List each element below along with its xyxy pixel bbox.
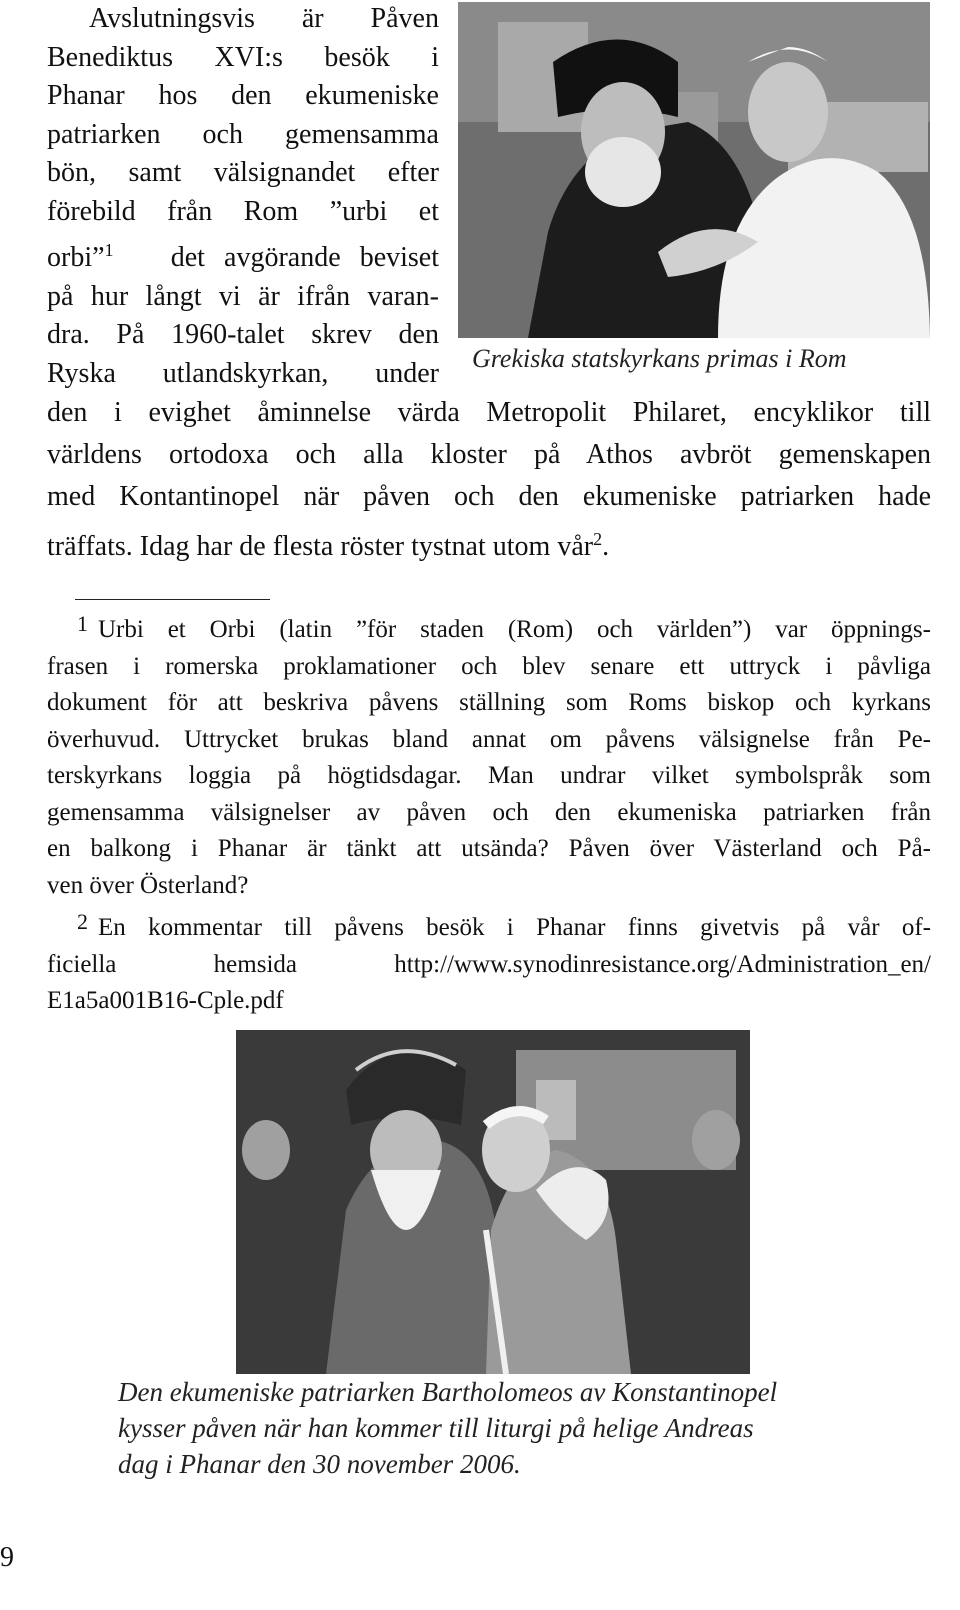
- text-fragment: orbi”: [47, 242, 105, 273]
- text-line-with-footnote: [47, 231, 439, 278]
- text-fragment: .: [602, 531, 610, 562]
- photo-caption-top: Grekiska statskyrkans primas i Rom: [472, 344, 847, 373]
- text-line: förebild från Rom ”urbi et: [47, 195, 439, 227]
- footnote-1-line: ven över Österland?: [47, 871, 249, 899]
- text-line: Ryska utlandskyrkan, under: [47, 357, 439, 389]
- text-line: världens ortodoxa och alla kloster på Athos avbröt gemenskapen: [47, 439, 931, 470]
- main-paragraph-continuation: [47, 392, 931, 568]
- footnote-1-line: gemensamma välsignelser av påven och den ekumeniska patriarken från: [47, 798, 931, 826]
- text-fragment: En kommentar till påvens besök i Phanar finns givetvis på vår of-: [98, 914, 931, 941]
- text-line: Avslutningsvis är Påven: [89, 3, 439, 34]
- intro-paragraph-column: [47, 0, 439, 393]
- text-line: på hur långt vi är ifrån varan-: [47, 280, 439, 312]
- footnote-1-line: frasen i romerska proklamationer och blev senare ett uttryck i påvliga: [47, 652, 931, 680]
- text-line-with-footnote: [47, 518, 931, 568]
- caption-line: kysser påven när han kommer till liturgi på helige Andreas: [118, 1413, 754, 1443]
- page-number: 9: [0, 1542, 14, 1573]
- text-fragment: Urbi et Orbi (latin ”för staden (Rom) och världen”) var öppnings-: [98, 616, 931, 643]
- text-fragment: träffats. Idag har de flesta röster tystnat utom vår: [47, 531, 594, 562]
- footnote-2-number: 2: [77, 909, 88, 934]
- footnote-2-url-line[interactable]: E1a5a001B16-Cple.pdf: [47, 987, 284, 1014]
- text-line: bön, samt välsignandet efter: [47, 157, 439, 188]
- footnote-1-number: 1: [77, 611, 88, 636]
- footnote-separator: [75, 599, 270, 600]
- text-line: med Kontantinopel när påven och den ekumeniske patriarken hade: [47, 481, 931, 512]
- photo-metropolitan-and-pope-embrace: [458, 2, 930, 338]
- footnote-1-line: [47, 606, 931, 649]
- caption-line: dag i Phanar den 30 november 2006.: [118, 1449, 521, 1479]
- photo-illustration: [236, 1030, 750, 1374]
- text-line: Benediktus XVI:s besök i: [47, 41, 439, 73]
- text-line: Phanar hos den ekumeniske: [47, 80, 439, 111]
- footnote-reference-2[interactable]: 2: [593, 529, 603, 549]
- footnotes-section: [47, 606, 931, 1020]
- photo-caption-bottom: [118, 1374, 878, 1482]
- footnote-1-line: dokument för att beskriva påvens ställning som Roms biskop och kyrkans: [47, 689, 931, 716]
- footnote-reference-1[interactable]: 1: [104, 240, 114, 260]
- footnote-1-line: överhuvud. Uttrycket brukas bland annat om påvens välsignelse från Pe-: [47, 725, 931, 753]
- photo-patriarch-kisses-pope: [236, 1030, 750, 1374]
- photo-illustration: [458, 2, 930, 338]
- caption-line: Den ekumeniske patriarken Bartholomeos av Konstantinopel: [118, 1377, 778, 1407]
- text-line: patriarken och gemensamma: [47, 118, 439, 150]
- footnote-2-line: [47, 904, 931, 947]
- footnote-1-line: en balkong i Phanar är tänkt att utsända? Påven över Västerland och På-: [47, 835, 931, 862]
- footnote-2-url-line[interactable]: ficiella hemsida http://www.synodinresistance.org/Administration_en/: [47, 950, 931, 978]
- footnote-1-line: terskyrkans loggia på högtidsdagar. Man undrar vilket symbolspråk som: [47, 762, 931, 789]
- text-fragment: det avgörande beviset: [170, 242, 440, 273]
- text-line: dra. På 1960-talet skrev den: [47, 319, 439, 350]
- text-line: den i evighet åminnelse värda Metropolit Philaret, encyklikor till: [47, 397, 931, 428]
